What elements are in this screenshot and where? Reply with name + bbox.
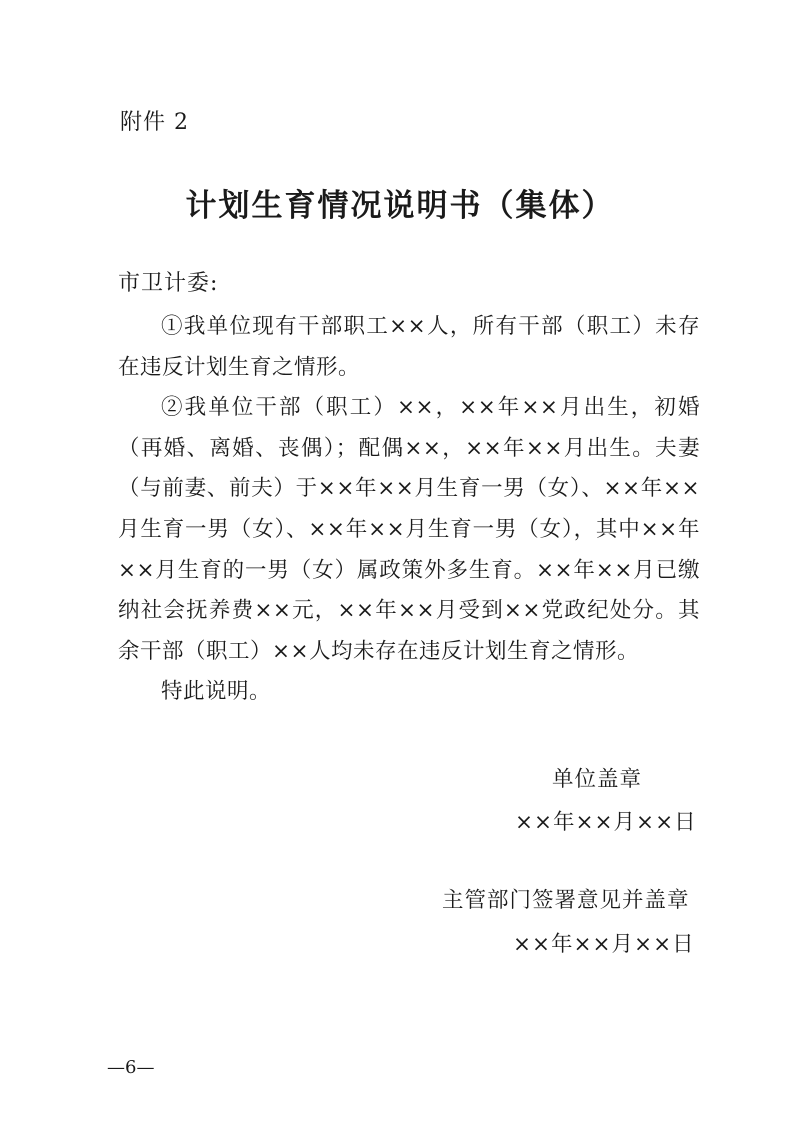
seal-date: ××年××月××日 xyxy=(515,810,697,835)
paragraph-2: ②我单位干部（职工）××，××年××月出生，初婚（再婚、离婚、丧偶）；配偶××，××年××月出生。夫妻（与前妻、前夫）于××年××月生育一男（女）、××年××月生育一男（女）、××年××月生育一男（女），其中××年××月生育的一男（女）属政策外多生育。××年××月已缴纳社会抚养费××元，××年××月受到××党政纪处分。其余干部（职工）××人均未存在违反计划生育之情形。 xyxy=(118,395,700,664)
seal-label: 单位盖章 xyxy=(552,767,643,792)
paragraph-3: 特此说明。 xyxy=(161,679,272,705)
paragraph-1: ①我单位现有干部职工××人，所有干部（职工）未存在违反计划生育之情形。 xyxy=(118,314,700,380)
dept-signature-label: 主管部门签署意见并盖章 xyxy=(442,888,690,913)
attachment-label: 附件 2 xyxy=(120,110,189,135)
body-text xyxy=(118,307,700,713)
dept-date: ××年××月××日 xyxy=(513,932,695,957)
page-number: —6— xyxy=(107,1057,155,1078)
salutation: 市卫计委: xyxy=(118,271,219,296)
document-title: 计划生育情况说明书（集体） xyxy=(185,188,615,224)
